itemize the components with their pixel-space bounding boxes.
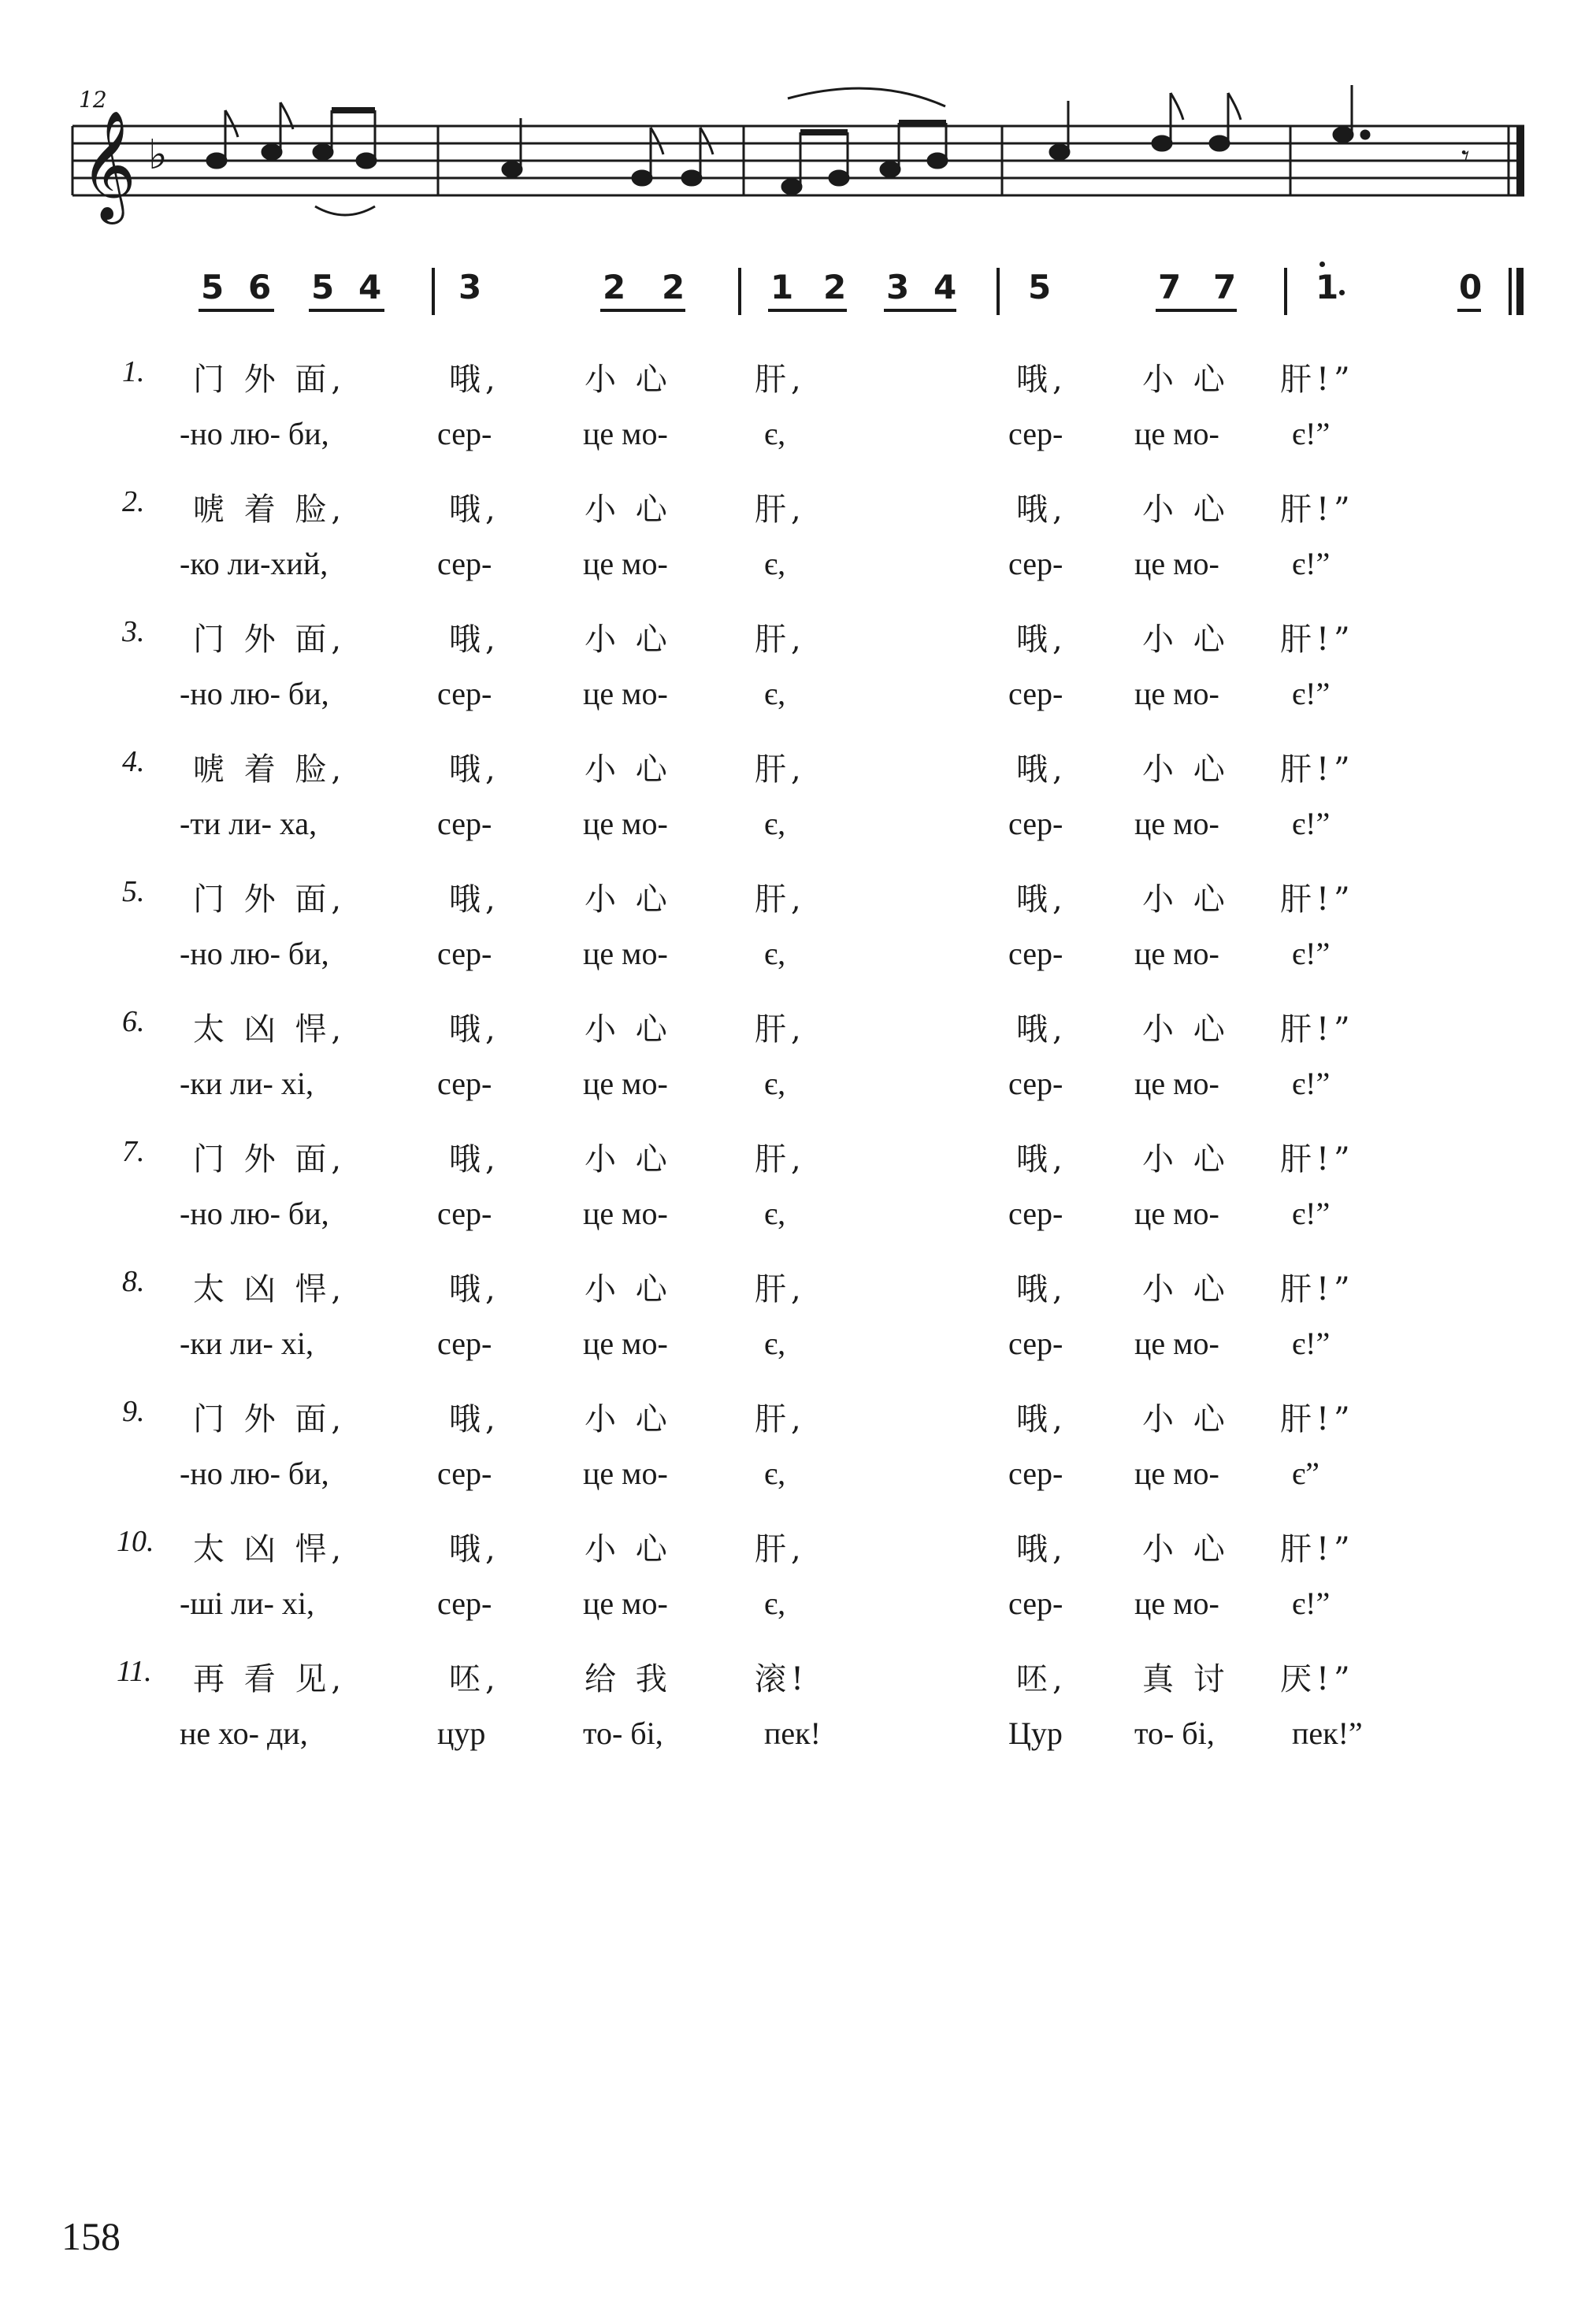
lyric-syllable-ua: сер-	[1008, 676, 1063, 711]
lyric-syllable-ua: сер-	[1008, 936, 1063, 971]
lyric-syllable-ua: -ші ли- хі,	[180, 1586, 315, 1621]
lyric-syllable-cn: 哦,	[449, 1531, 500, 1567]
lyric-syllable-cn: 给 我	[585, 1661, 672, 1697]
lyric-syllable-cn: 肝!”	[1280, 751, 1355, 788]
lyric-syllable-cn: 哦,	[1016, 1011, 1067, 1048]
lyric-syllable-cn: 门 外 面,	[193, 621, 347, 658]
lyric-syllable-cn: 肝,	[755, 1011, 806, 1048]
lyric-syllable-ua: сер-	[1008, 1066, 1063, 1101]
lyric-syllable-ua: сер-	[1008, 806, 1063, 841]
lyric-syllable-ua: це мо-	[583, 1196, 668, 1231]
lyric-syllable-cn: 肝!”	[1280, 1011, 1355, 1048]
lyric-syllable-ua: сер-	[437, 806, 492, 841]
lyric-syllable-ua: це мо-	[1134, 1326, 1219, 1361]
verse-number: 1.	[122, 355, 145, 388]
lyric-syllable-cn: 哦,	[449, 881, 500, 918]
lyric-syllable-ua: є!”	[1292, 676, 1331, 711]
verse-ukrainian-line	[0, 1195, 1596, 1242]
lyric-syllable-cn: 小 心	[1142, 621, 1230, 658]
lyric-syllable-ua: сер-	[437, 676, 492, 711]
lyric-syllable-ua: сер-	[437, 1196, 492, 1231]
lyric-syllable-cn: 肝,	[755, 1271, 806, 1308]
lyric-syllable-ua: це мо-	[1134, 416, 1219, 451]
lyric-syllable-cn: 肝!”	[1280, 1531, 1355, 1567]
lyric-syllable-ua: -ко ли-хий,	[180, 546, 328, 581]
lyric-syllable-ua: це мо-	[583, 1326, 668, 1361]
lyric-syllable-ua: є,	[764, 1326, 786, 1361]
lyric-syllable-cn: 小 心	[1142, 751, 1230, 788]
lyric-syllable-cn: 太 凶 悍,	[193, 1531, 347, 1567]
lyric-syllable-cn: 小 心	[1142, 362, 1230, 398]
lyric-syllable-cn: 小 心	[585, 1011, 672, 1048]
lyric-syllable-cn: 哦,	[449, 362, 500, 398]
lyric-syllable-cn: 小 心	[585, 492, 672, 528]
lyric-syllable-cn: 肝!”	[1280, 362, 1355, 398]
lyric-syllable-cn: 肝!”	[1280, 881, 1355, 918]
lyric-syllable-ua: це мо-	[583, 676, 668, 711]
lyric-syllable-cn: 门 外 面,	[193, 1141, 347, 1178]
lyric-syllable-ua: сер-	[437, 416, 492, 451]
lyric-syllable-cn: 哦,	[1016, 1401, 1067, 1438]
lyric-syllable-cn: 哦,	[449, 621, 500, 658]
lyric-syllable-cn: 肝,	[755, 621, 806, 658]
verse-ukrainian-line	[0, 545, 1596, 592]
lyric-syllable-cn: 肝,	[755, 492, 806, 528]
lyric-syllable-ua: сер-	[1008, 546, 1063, 581]
lyric-syllable-cn: 哦,	[1016, 881, 1067, 918]
lyric-syllable-ua: є,	[764, 1066, 786, 1101]
lyric-syllable-cn: 小 心	[585, 1141, 672, 1178]
lyric-syllable-ua: -но лю- би,	[180, 416, 329, 451]
lyric-syllable-ua: пек!”	[1292, 1716, 1363, 1751]
lyric-syllable-ua: є!”	[1292, 936, 1331, 971]
lyric-syllable-cn: 哦,	[1016, 1271, 1067, 1308]
jianpu-note: 5	[311, 268, 335, 306]
lyric-syllable-cn: 小 心	[1142, 1531, 1230, 1567]
lyric-syllable-cn: 小 心	[1142, 1011, 1230, 1048]
lyric-syllable-cn: 小 心	[585, 621, 672, 658]
lyric-syllable-ua: не хо- ди,	[180, 1716, 308, 1751]
lyric-syllable-ua: є,	[764, 806, 786, 841]
jianpu-rest: 0	[1459, 268, 1483, 306]
lyric-syllable-cn: 小 心	[1142, 1271, 1230, 1308]
lyric-syllable-ua: -но лю- би,	[180, 1196, 329, 1231]
verse-number: 10.	[117, 1525, 154, 1558]
lyric-syllable-ua: це мо-	[583, 546, 668, 581]
lyric-syllable-cn: 肝,	[755, 1141, 806, 1178]
lyric-syllable-ua: Цур	[1008, 1716, 1063, 1751]
verse-ukrainian-line	[0, 1325, 1596, 1372]
lyric-syllable-cn: 哦,	[1016, 751, 1067, 788]
verse-chinese-line	[0, 1134, 1596, 1182]
lyric-syllable-ua: пек!	[764, 1716, 821, 1751]
lyric-syllable-cn: 哦,	[449, 1401, 500, 1438]
verse-number: 3.	[122, 615, 145, 648]
jianpu-note: 3	[458, 268, 482, 306]
lyric-syllable-ua: це мо-	[1134, 1586, 1219, 1621]
lyric-syllable-ua: це мо-	[1134, 676, 1219, 711]
jianpu-note: 7	[1158, 268, 1182, 306]
lyric-syllable-ua: є,	[764, 676, 786, 711]
jianpu-note: 3	[886, 268, 910, 306]
verse-chinese-line	[0, 614, 1596, 662]
flat-icon: ♭	[148, 132, 168, 179]
lyric-syllable-ua: це мо-	[1134, 936, 1219, 971]
lyric-syllable-ua: сер-	[437, 1586, 492, 1621]
verse-chinese-line	[0, 484, 1596, 532]
lyric-syllable-ua: -ки ли- хі,	[180, 1326, 314, 1361]
lyric-syllable-cn: 哦,	[449, 1141, 500, 1178]
verse-chinese-line	[0, 1394, 1596, 1441]
lyric-syllable-cn: 哦,	[449, 492, 500, 528]
verse-chinese-line	[0, 354, 1596, 402]
lyric-syllable-ua: є!”	[1292, 1196, 1331, 1231]
lyric-syllable-cn: 太 凶 悍,	[193, 1011, 347, 1048]
lyric-syllable-cn: 肝,	[755, 751, 806, 788]
lyric-syllable-ua: це мо-	[1134, 806, 1219, 841]
lyric-syllable-cn: 门 外 面,	[193, 1401, 347, 1438]
lyric-syllable-ua: -ки ли- хі,	[180, 1066, 314, 1101]
lyric-syllable-ua: це мо-	[583, 1066, 668, 1101]
lyric-syllable-cn: 肝,	[755, 1401, 806, 1438]
lyric-syllable-cn: 小 心	[585, 751, 672, 788]
lyric-syllable-cn: 小 心	[1142, 1401, 1230, 1438]
jianpu-note: 4	[933, 268, 957, 306]
lyric-syllable-cn: 肝,	[755, 1531, 806, 1567]
lyric-syllable-ua: цур	[437, 1716, 486, 1751]
lyric-syllable-ua: -но лю- би,	[180, 676, 329, 711]
jianpu-note: 2	[823, 268, 847, 306]
lyric-syllable-ua: це мо-	[583, 416, 668, 451]
jianpu-note: 5	[1028, 268, 1052, 306]
lyric-syllable-cn: 唬 着 脸,	[193, 751, 347, 788]
lyric-syllable-ua: є,	[764, 416, 786, 451]
lyric-syllable-ua: це мо-	[583, 1586, 668, 1621]
lyric-syllable-ua: сер-	[437, 1066, 492, 1101]
lyric-syllable-ua: сер-	[1008, 1196, 1063, 1231]
verse-number: 11.	[117, 1655, 152, 1688]
lyric-syllable-ua: то- бі,	[1134, 1716, 1215, 1751]
measure-number: 12	[79, 87, 107, 113]
lyric-syllable-ua: це мо-	[583, 936, 668, 971]
lyric-syllable-ua: це мо-	[1134, 1066, 1219, 1101]
verse-ukrainian-line	[0, 1455, 1596, 1502]
lyric-syllable-ua: є!”	[1292, 1326, 1331, 1361]
lyric-syllable-cn: 小 心	[1142, 881, 1230, 918]
lyric-syllable-cn: 哦,	[1016, 1531, 1067, 1567]
verse-number: 9.	[122, 1395, 145, 1428]
verse-number: 8.	[122, 1265, 145, 1298]
verse-chinese-line	[0, 1004, 1596, 1052]
lyric-syllable-cn: 哦,	[1016, 621, 1067, 658]
verse-ukrainian-line	[0, 1715, 1596, 1762]
verse-number: 5.	[122, 875, 145, 908]
lyric-syllable-cn: 哦,	[1016, 362, 1067, 398]
lyric-syllable-cn: 门 外 面,	[193, 881, 347, 918]
lyric-syllable-cn: 小 心	[585, 1531, 672, 1567]
verse-chinese-line	[0, 1654, 1596, 1701]
lyric-syllable-ua: є,	[764, 1196, 786, 1231]
jianpu-note: 4	[358, 268, 382, 306]
jianpu-note: 2	[603, 268, 626, 306]
lyric-syllable-cn: 肝,	[755, 881, 806, 918]
lyric-syllable-cn: 呸,	[449, 1661, 500, 1697]
lyric-syllable-cn: 呸,	[1016, 1661, 1067, 1697]
lyric-syllable-ua: сер-	[1008, 1456, 1063, 1491]
lyric-syllable-cn: 小 心	[1142, 1141, 1230, 1178]
lyric-syllable-cn: 门 外 面,	[193, 362, 347, 398]
jianpu-note: 6	[248, 268, 272, 306]
lyric-syllable-ua: сер-	[1008, 1586, 1063, 1621]
lyric-syllable-ua: то- бі,	[583, 1716, 663, 1751]
lyric-syllable-ua: є!”	[1292, 1586, 1331, 1621]
lyric-syllable-ua: це мо-	[583, 1456, 668, 1491]
lyric-syllable-ua: -ти ли- ха,	[180, 806, 317, 841]
lyric-syllable-ua: є,	[764, 936, 786, 971]
verse-number: 6.	[122, 1005, 145, 1038]
verse-ukrainian-line	[0, 1585, 1596, 1632]
lyric-syllable-ua: є,	[764, 1586, 786, 1621]
lyric-syllable-cn: 哦,	[449, 1271, 500, 1308]
lyric-syllable-cn: 小 心	[1142, 492, 1230, 528]
lyric-syllable-ua: це мо-	[583, 806, 668, 841]
lyric-syllable-cn: 唬 着 脸,	[193, 492, 347, 528]
verse-number: 4.	[122, 745, 145, 778]
lyric-syllable-ua: це мо-	[1134, 1196, 1219, 1231]
treble-clef-icon: 𝄞	[80, 110, 136, 220]
verse-chinese-line	[0, 1264, 1596, 1311]
lyric-syllable-ua: є,	[764, 1456, 786, 1491]
verse-ukrainian-line	[0, 675, 1596, 722]
lyric-syllable-ua: є,	[764, 546, 786, 581]
lyric-syllable-ua: це мо-	[1134, 1456, 1219, 1491]
lyric-syllable-ua: це мо-	[1134, 546, 1219, 581]
jianpu-note: 1	[1316, 268, 1339, 306]
lyric-syllable-cn: 小 心	[585, 881, 672, 918]
lyric-syllable-cn: 肝!”	[1280, 1401, 1355, 1438]
lyric-syllable-cn: 小 心	[585, 1271, 672, 1308]
lyric-syllable-ua: сер-	[1008, 1326, 1063, 1361]
verse-ukrainian-line	[0, 1065, 1596, 1112]
lyric-syllable-cn: 肝,	[755, 362, 806, 398]
lyric-syllable-cn: 小 心	[585, 1401, 672, 1438]
verse-chinese-line	[0, 744, 1596, 792]
verse-chinese-line	[0, 1524, 1596, 1571]
verse-number: 7.	[122, 1135, 145, 1168]
jianpu-note: 7	[1213, 268, 1237, 306]
lyric-syllable-cn: 肝!”	[1280, 621, 1355, 658]
verse-number: 2.	[122, 485, 145, 518]
lyric-syllable-ua: сер-	[437, 1326, 492, 1361]
lyric-syllable-ua: сер-	[437, 936, 492, 971]
lyric-syllable-ua: -но лю- би,	[180, 1456, 329, 1491]
lyric-syllable-ua: є!”	[1292, 806, 1331, 841]
lyric-syllable-cn: 肝!”	[1280, 1141, 1355, 1178]
verse-ukrainian-line	[0, 935, 1596, 982]
lyric-syllable-ua: сер-	[1008, 416, 1063, 451]
page-number: 158	[61, 2214, 121, 2258]
lyric-syllable-ua: є!”	[1292, 416, 1331, 451]
verse-ukrainian-line	[0, 805, 1596, 852]
lyric-syllable-ua: -но лю- би,	[180, 936, 329, 971]
svg-text:𝄾: 𝄾	[1461, 139, 1470, 175]
lyric-syllable-cn: 小 心	[585, 362, 672, 398]
lyric-syllable-cn: 肝!”	[1280, 492, 1355, 528]
verse-ukrainian-line	[0, 415, 1596, 462]
lyric-syllable-cn: 再 看 见,	[193, 1661, 347, 1697]
lyric-syllable-cn: 太 凶 悍,	[193, 1271, 347, 1308]
lyric-syllable-cn: 哦,	[449, 751, 500, 788]
jianpu-note: 5	[201, 268, 225, 306]
jianpu-note: 1	[770, 268, 794, 306]
lyric-syllable-ua: є”	[1292, 1456, 1319, 1491]
lyric-syllable-cn: 滚!	[755, 1661, 809, 1697]
lyric-syllable-ua: є!”	[1292, 546, 1331, 581]
lyric-syllable-cn: 哦,	[449, 1011, 500, 1048]
lyric-syllable-cn: 真 讨	[1142, 1661, 1230, 1697]
lyric-syllable-ua: сер-	[437, 546, 492, 581]
lyric-syllable-cn: 哦,	[1016, 492, 1067, 528]
lyric-syllable-cn: 肝!”	[1280, 1271, 1355, 1308]
lyric-syllable-cn: 哦,	[1016, 1141, 1067, 1178]
lyric-syllable-ua: сер-	[437, 1456, 492, 1491]
lyric-syllable-cn: 厌!”	[1280, 1661, 1355, 1697]
lyric-syllable-ua: є!”	[1292, 1066, 1331, 1101]
jianpu-note: 2	[662, 268, 685, 306]
verse-chinese-line	[0, 874, 1596, 922]
